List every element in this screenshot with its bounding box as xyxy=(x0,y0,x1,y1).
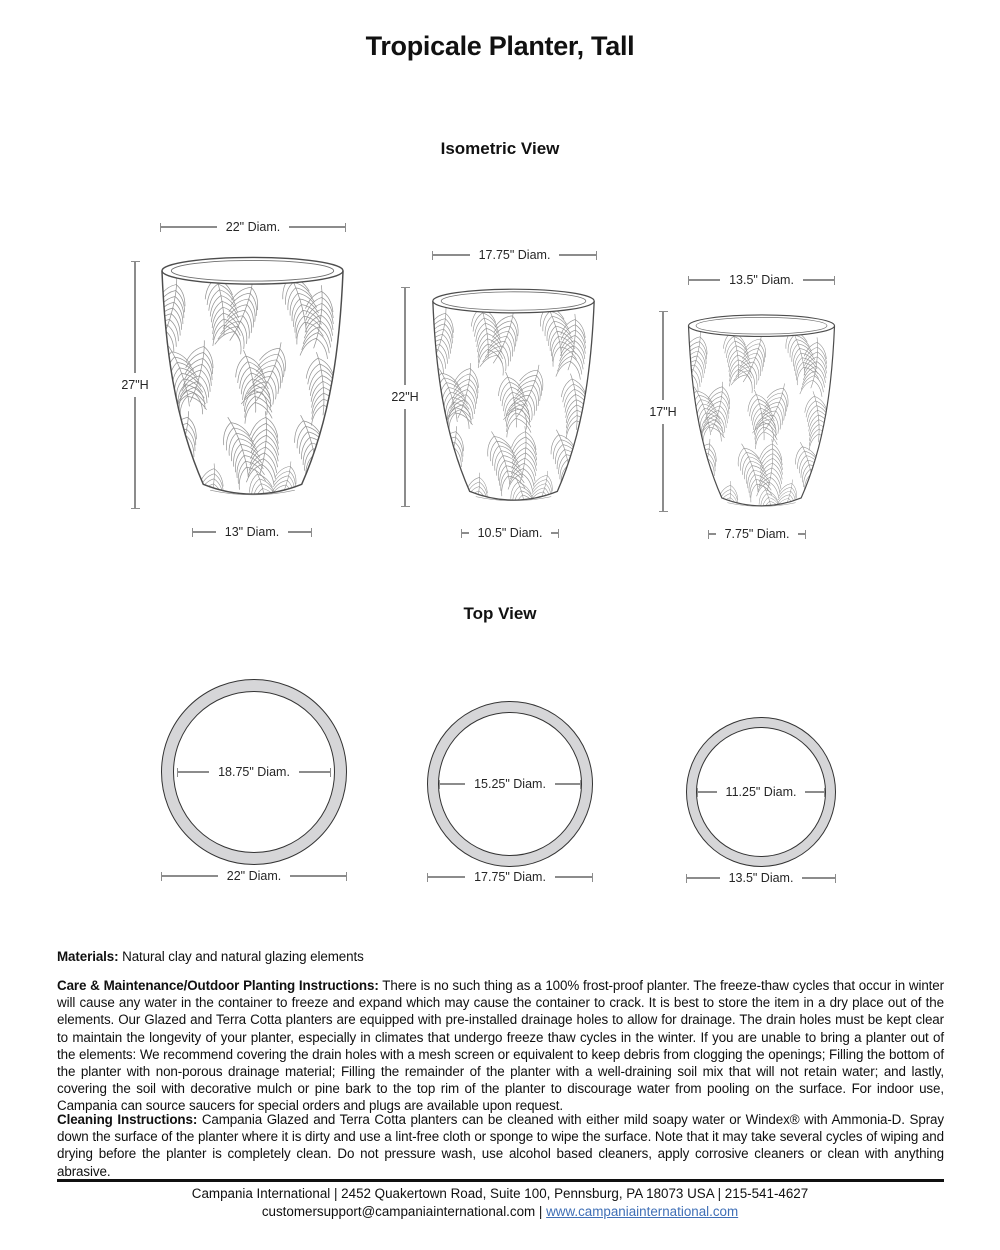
dim-height-medium xyxy=(383,287,427,507)
dim-label: 13" Diam. xyxy=(224,525,280,539)
dim-bottom-diam-medium xyxy=(461,527,559,539)
footer-separator: | xyxy=(535,1203,547,1219)
dim-bottom-diam-large xyxy=(192,526,312,538)
dim-label: 7.75" Diam. xyxy=(724,527,790,541)
dim-label: 17.75" Diam. xyxy=(474,870,546,884)
isometric-view-heading: Isometric View xyxy=(440,139,560,158)
footer xyxy=(0,1185,1000,1220)
dim-inner-diam-small xyxy=(697,786,825,798)
planter-isometric-medium xyxy=(430,287,597,508)
top-view-heading: Top View xyxy=(463,604,537,623)
cleaning-label: Cleaning Instructions: xyxy=(57,1112,198,1127)
planter-isometric-large xyxy=(159,255,346,503)
materials-paragraph xyxy=(57,948,944,965)
dim-height-large xyxy=(113,261,157,509)
dim-outer-diam-large xyxy=(161,870,347,882)
dim-label: 17"H xyxy=(649,404,677,419)
dim-label: 11.25" Diam. xyxy=(725,785,797,799)
dim-top-diam-large xyxy=(160,221,346,233)
footer-contact-line xyxy=(0,1203,1000,1221)
dim-label: 22" Diam. xyxy=(226,869,282,883)
page-title: Tropicale Planter, Tall xyxy=(365,31,635,61)
dim-label: 22"H xyxy=(391,390,419,404)
dim-outer-diam-small xyxy=(686,872,836,884)
dim-height-small xyxy=(641,311,685,512)
dim-top-diam-small xyxy=(688,274,835,286)
planter-isometric-small xyxy=(686,313,837,513)
dim-label: 17.75" Diam. xyxy=(478,248,551,262)
dim-label: 15.25" Diam. xyxy=(474,777,546,791)
dim-inner-diam-large xyxy=(177,766,331,778)
footer-website-link[interactable]: www.campaniainternational.com xyxy=(546,1203,739,1219)
care-text: There is no such thing as a 100% frost-proof planter. The freeze-thaw cycles that occur in winter will cause any water in the container to freeze and expand which may cause the container to crack. It is best to store the item in a dry place out of the elements. Our Glazed and Terra Cotta planters are equipped with pre-installed drainage holes to allow for drainage. The drain holes must be kept clear to maintain the longevity of your planter, especially in climates that undergo freeze thaw cycles in the winter. If you are unable to bring a planter out of the elements: We recommend covering the drain holes with a mesh screen or equivalent to keep debris from clogging the openings; Filling the bottom of the planter with non-porous drainage material; Filling the remainder of the planter with a well-draining soil mix that will not retain water; and lastly, covering the soil with decorative mulch or pine bark to the top rim of the planter to discourage water from pooling on the surface. For indoor use, Campania can source saucers for special orders and plugs are available upon request. xyxy=(57,978,945,1114)
dim-label: 27"H xyxy=(121,378,149,392)
dim-outer-diam-medium xyxy=(427,871,593,883)
cleaning-paragraph xyxy=(57,1111,944,1180)
materials-label: Materials: xyxy=(57,949,119,964)
dim-label: 13.5" Diam. xyxy=(728,871,794,885)
dim-label: 18.75" Diam. xyxy=(218,765,290,779)
footer-email: customersupport@campaniainternational.com xyxy=(261,1203,536,1219)
dim-inner-diam-medium xyxy=(439,778,581,790)
dim-top-diam-medium xyxy=(432,249,597,261)
dim-label: 22" Diam. xyxy=(225,220,281,234)
dim-label: 10.5" Diam. xyxy=(477,526,543,540)
cleaning-text: Campania Glazed and Terra Cotta planters can be cleaned with either mild soapy water or Windex® with Ammonia-D. Spray down the surface of the planter where it is dirty and use a lint-free cloth or sponge to wipe the surface. Note that it may take several cycles of wiping and drying before the planter is completely clean. Do not pressure wash, use alcohol based cleaners, apply corrosive cleaners or clean with anything abrasive. xyxy=(57,1112,944,1179)
materials-text: Natural clay and natural glazing elements xyxy=(118,949,364,964)
footer-divider xyxy=(57,1179,944,1182)
footer-address-line: Campania International | 2452 Quakertown Road, Suite 100, Pennsburg, PA 18073 USA | 215-541-4627 xyxy=(191,1186,809,1201)
care-label: Care & Maintenance/Outdoor Planting Instructions: xyxy=(57,978,379,993)
dim-label: 13.5" Diam. xyxy=(729,273,794,287)
dim-bottom-diam-small xyxy=(708,528,806,540)
care-paragraph xyxy=(57,977,944,1115)
